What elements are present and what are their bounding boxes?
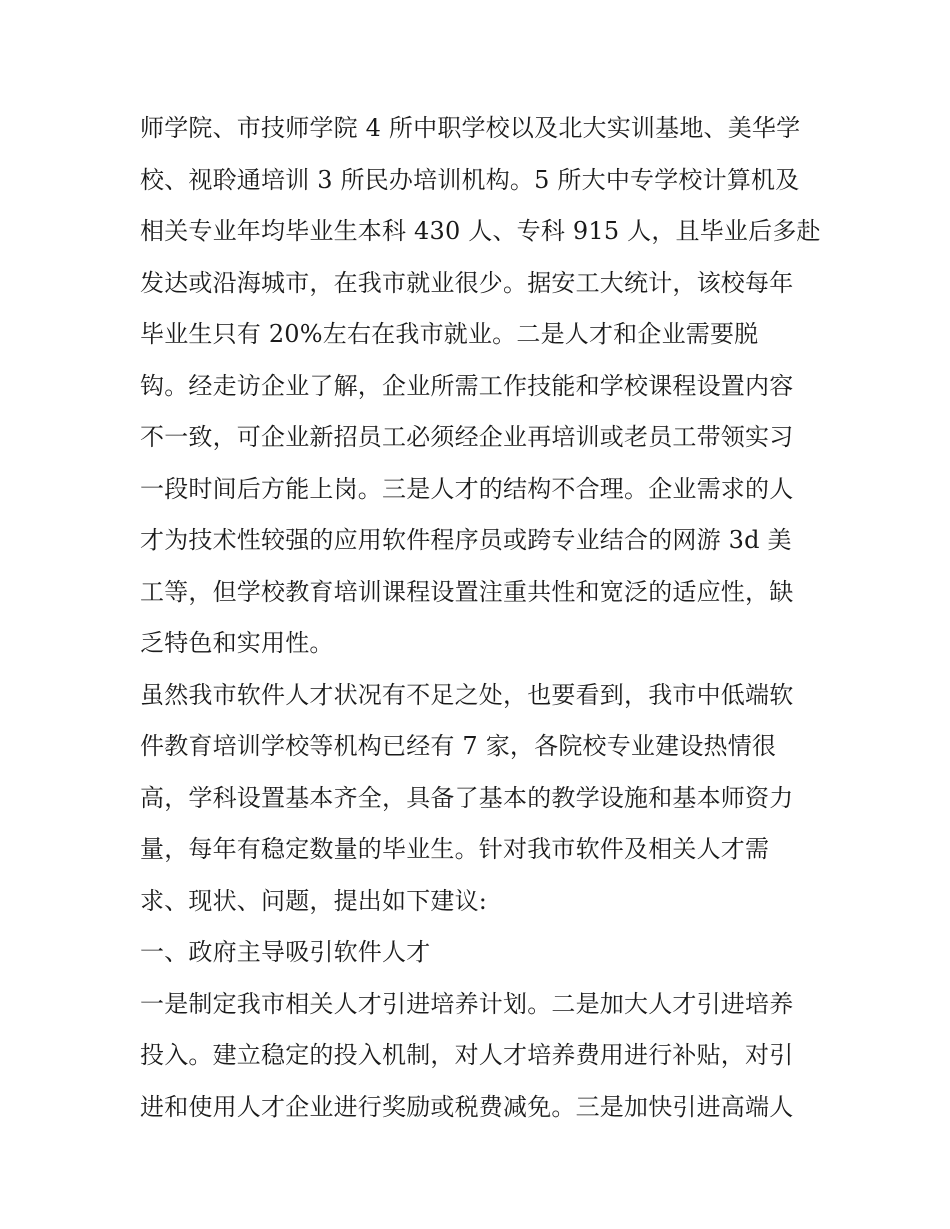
text-line: 件教育培训学校等机构已经有 7 家，各院校专业建设热情很: [140, 732, 777, 760]
text-line: 一段时间后方能上岗。三是人才的结构不合理。企业需求的人: [140, 475, 794, 503]
paragraph-start-line: 一是制定我市相关人才引进培养计划。二是加大人才引进培养: [140, 990, 794, 1018]
text-line: 量，每年有稳定数量的毕业生。针对我市软件及相关人才需: [140, 835, 770, 863]
text-line: 高，学科设置基本齐全，具备了基本的教学设施和基本师资力: [140, 784, 794, 812]
text-line: 投入。建立稳定的投入机制，对人才培养费用进行补贴，对引: [140, 1041, 794, 1069]
paragraph-start-line: 虽然我市软件人才状况有不足之处，也要看到，我市中低端软: [140, 681, 794, 709]
text-line: 校、视聆通培训 3 所民办培训机构。5 所大中专学校计算机及: [140, 166, 800, 194]
text-line: 毕业生只有 20%左右在我市就业。二是人才和企业需要脱: [140, 320, 759, 348]
section-heading: 一、政府主导吸引软件人才: [140, 938, 431, 966]
text-line: 才为技术性较强的应用软件程序员或跨专业结合的网游 3d 美: [140, 526, 792, 554]
text-line: 发达或沿海城市，在我市就业很少。据安工大统计，该校每年: [140, 269, 794, 297]
text-line: 钩。经走访企业了解，企业所需工作技能和学校课程设置内容: [140, 372, 794, 400]
text-line: 乏特色和实用性。: [140, 629, 334, 657]
text-line: 不一致，可企业新招员工必须经企业再培训或老员工带领实习: [140, 423, 794, 451]
text-line: 师学院、市技师学院 4 所中职学校以及北大实训基地、美华学: [140, 114, 801, 142]
text-line: 进和使用人才企业进行奖励或税费减免。三是加快引进高端人: [140, 1093, 794, 1121]
text-line: 相关专业年均毕业生本科 430 人、专科 915 人，且毕业后多赴: [140, 217, 821, 245]
text-line: 求、现状、问题，提出如下建议:: [140, 887, 488, 915]
text-line: 工等，但学校教育培训课程设置注重共性和宽泛的适应性，缺: [140, 578, 794, 606]
